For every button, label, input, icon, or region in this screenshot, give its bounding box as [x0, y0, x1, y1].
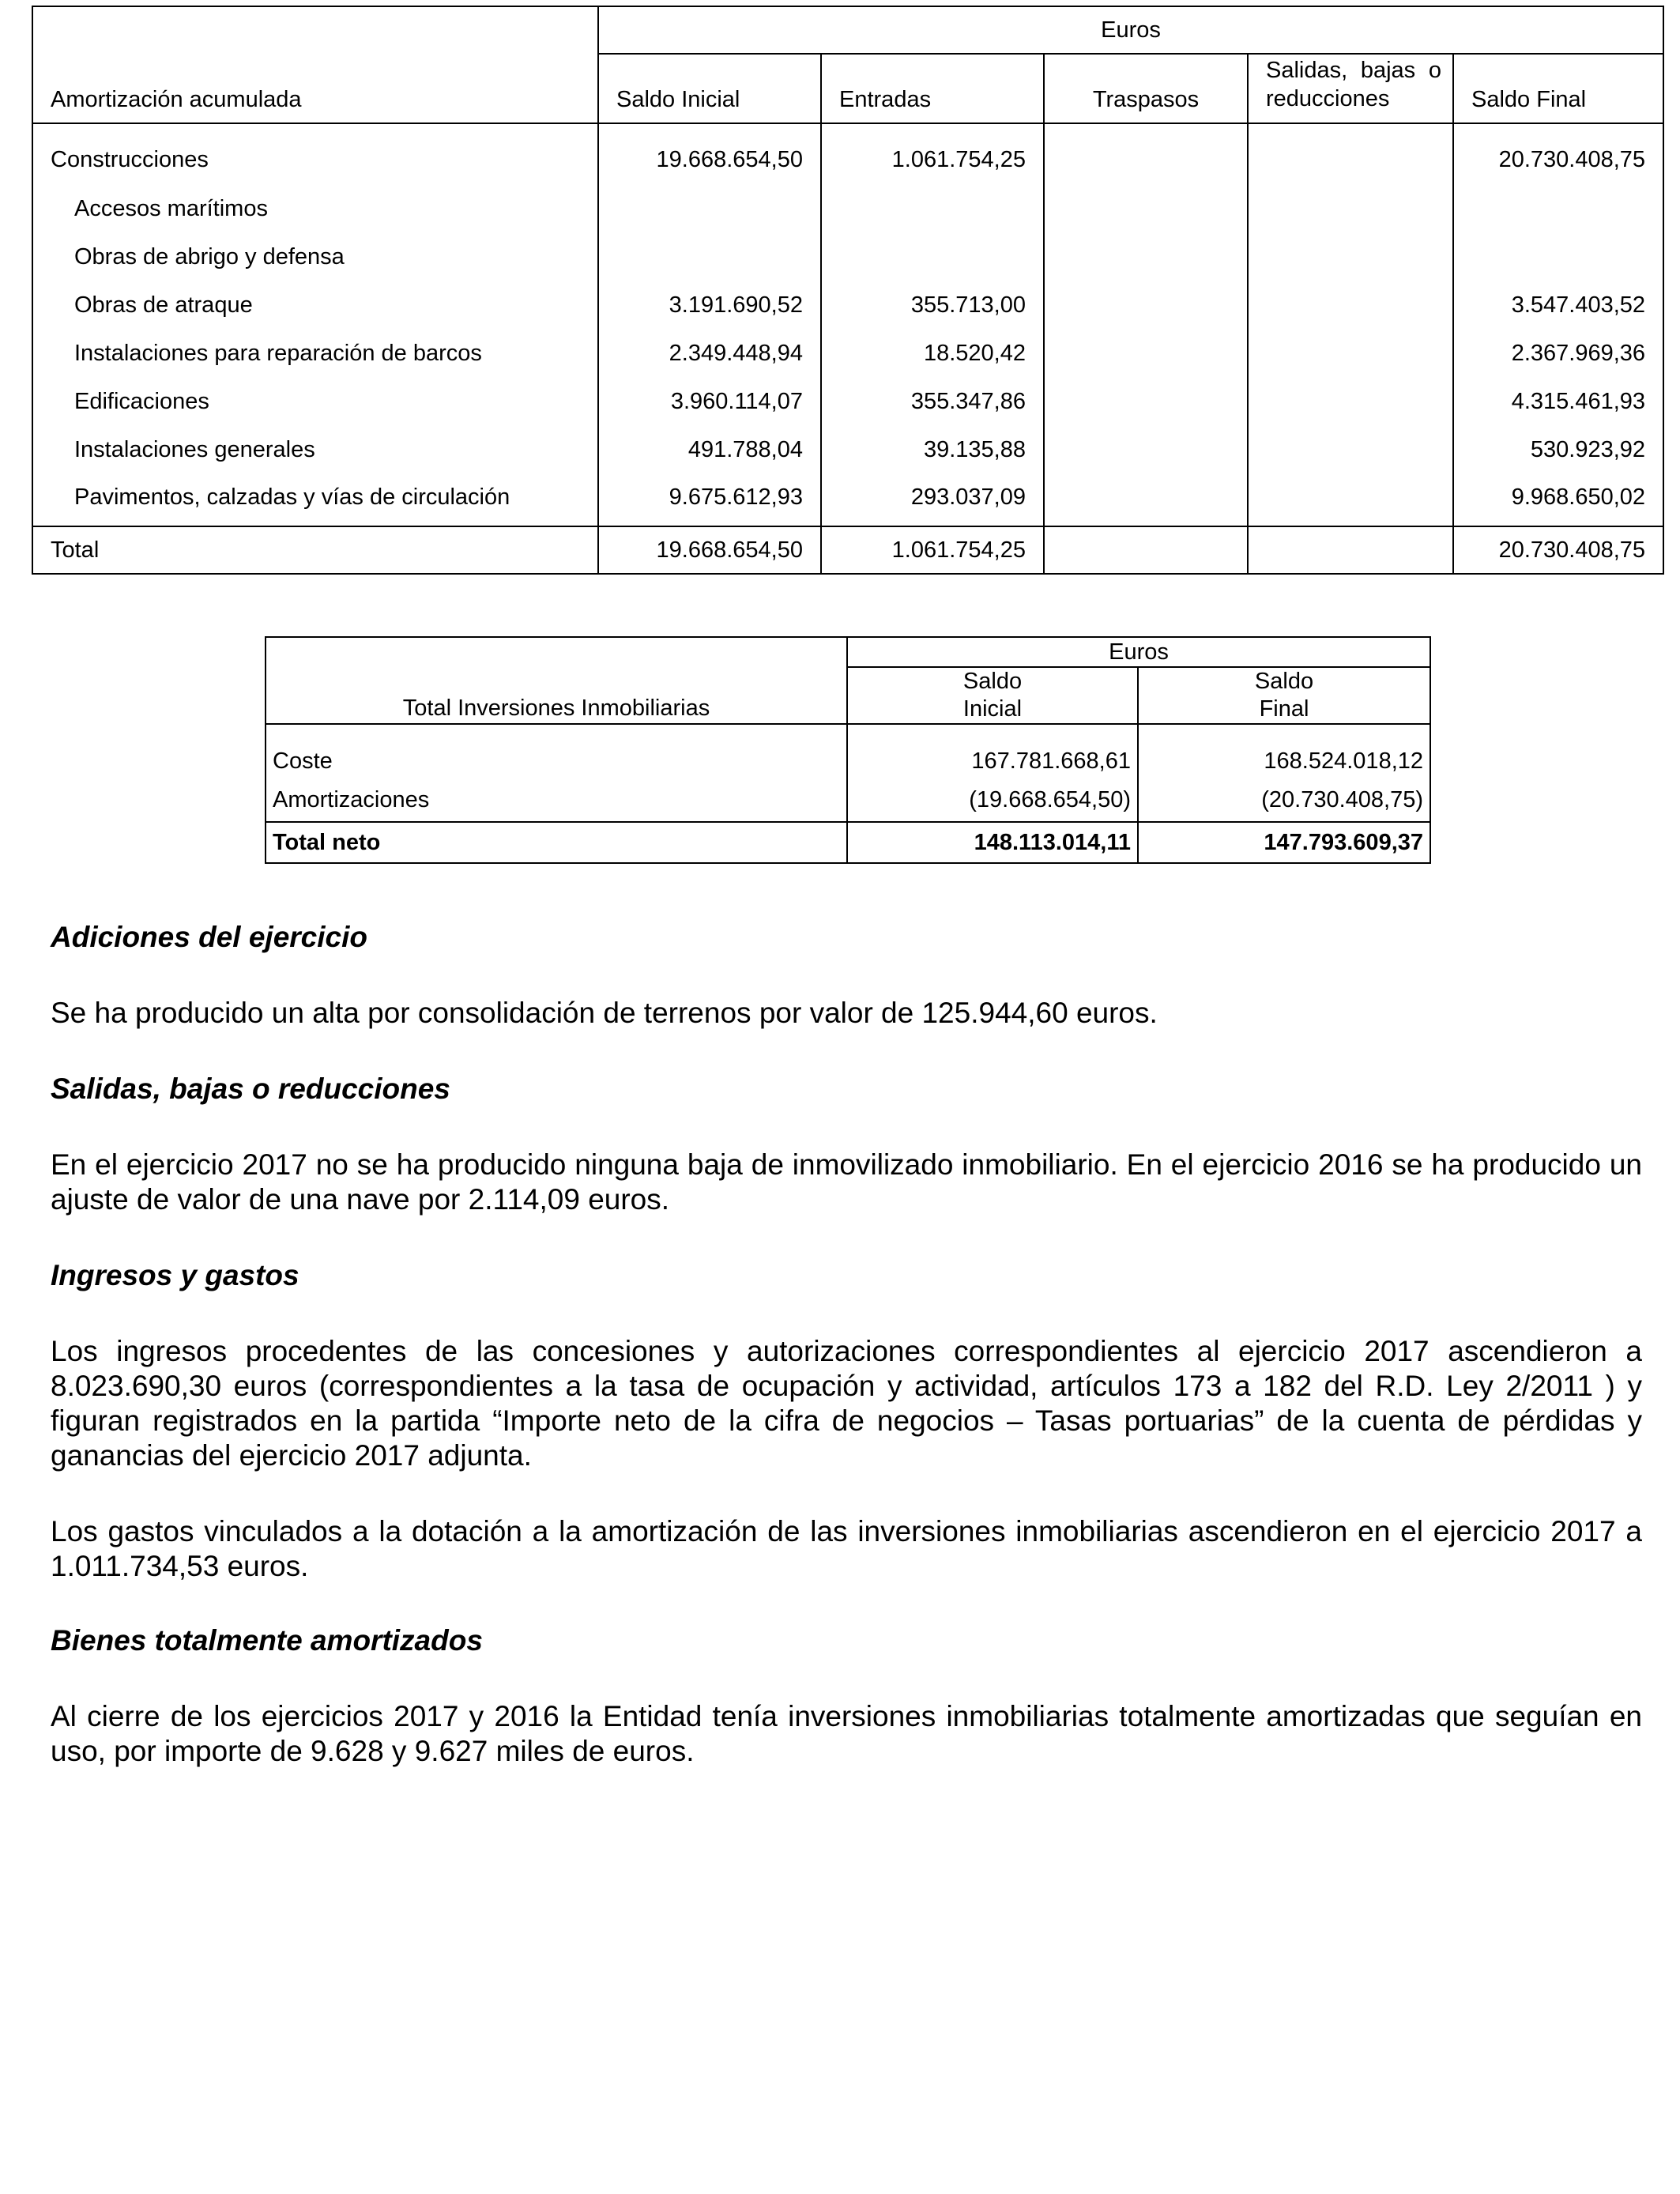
cell-label: Accesos marítimos [32, 185, 598, 233]
col-header-saldo-final [1138, 667, 1430, 724]
table-row [32, 474, 1663, 526]
cell-label: Amortizaciones [266, 779, 847, 822]
row-header: Amortización acumulada [32, 6, 598, 123]
cell-value [1044, 123, 1248, 185]
cell-label: Instalaciones generales [32, 426, 598, 474]
cell-label: Edificaciones [32, 378, 598, 426]
cell-value: 168.524.018,12 [1138, 724, 1430, 779]
group-header: Euros [847, 637, 1430, 667]
col-header: Traspasos [1044, 54, 1248, 123]
cell-value: 2.349.448,94 [598, 330, 821, 378]
cell-value [1453, 185, 1663, 233]
cell-value [598, 185, 821, 233]
cell-value [1248, 526, 1453, 574]
col-header-saldo-inicial [847, 667, 1138, 724]
table-row [32, 185, 1663, 233]
cell-value: 3.191.690,52 [598, 281, 821, 330]
cell-value: 148.113.014,11 [847, 822, 1138, 863]
cell-value [1044, 185, 1248, 233]
cell-label: Instalaciones para reparación de barcos [32, 330, 598, 378]
cell-value: 20.730.408,75 [1453, 526, 1663, 574]
col-header: Salidas, bajas o reducciones [1248, 54, 1453, 123]
paragraph: Los gastos vinculados a la dotación a la amortización de las inversiones inmobiliarias ascendieron en el ejercicio 2017 a 1.011.734,53 euros. [51, 1515, 1642, 1582]
cell-label: Construcciones [32, 123, 598, 185]
cell-value: 19.668.654,50 [598, 526, 821, 574]
cell-value: 19.668.654,50 [598, 123, 821, 185]
cell-value: 491.788,04 [598, 426, 821, 474]
cell-value [598, 233, 821, 281]
cell-value: 1.061.754,25 [821, 526, 1044, 574]
cell-value [1044, 233, 1248, 281]
col-header-line: Saldo [962, 669, 1023, 694]
cell-label: Total [32, 526, 598, 574]
cell-value: 20.730.408,75 [1453, 123, 1663, 185]
cell-value: 3.960.114,07 [598, 378, 821, 426]
cell-value: 355.713,00 [821, 281, 1044, 330]
cell-value: 167.781.668,61 [847, 724, 1138, 779]
cell-value [1044, 281, 1248, 330]
row-header: Total Inversiones Inmobiliarias [266, 637, 847, 724]
total-row [266, 822, 1430, 863]
col-header: Entradas [821, 54, 1044, 123]
cell-value [1248, 281, 1453, 330]
table-row [32, 426, 1663, 474]
table-row [32, 233, 1663, 281]
cell-value [1248, 330, 1453, 378]
section-heading: Adiciones del ejercicio [51, 921, 367, 953]
cell-value [1044, 330, 1248, 378]
table-row [32, 281, 1663, 330]
cell-label: Obras de atraque [32, 281, 598, 330]
cell-value: 9.968.650,02 [1453, 474, 1663, 526]
cell-value [1248, 474, 1453, 526]
cell-value [821, 233, 1044, 281]
cell-value [1044, 378, 1248, 426]
paragraph: Se ha producido un alta por consolidación de terrenos por valor de 125.944,60 euros. [51, 997, 1158, 1029]
table-row [266, 724, 1430, 779]
cell-value: (19.668.654,50) [847, 779, 1138, 822]
total-row [32, 526, 1663, 574]
table-row [266, 779, 1430, 822]
col-header: Saldo Inicial [598, 54, 821, 123]
cell-value [1248, 185, 1453, 233]
cell-value: 293.037,09 [821, 474, 1044, 526]
cell-label: Total neto [266, 822, 847, 863]
table-row [32, 378, 1663, 426]
cell-value [1044, 426, 1248, 474]
cell-value: 4.315.461,93 [1453, 378, 1663, 426]
col-header-line: Final [1259, 696, 1309, 722]
cell-value: 355.347,86 [821, 378, 1044, 426]
table-row [32, 330, 1663, 378]
paragraph: Los ingresos procedentes de las concesiones y autorizaciones correspondientes al ejercicio 2017 ascendieron a 8.023.690,30 euros (correspondientes a la tasa de ocupación y actividad, artículos 173 a 182 del R.D. Ley 2/2011 ) y figuran registrados en la partida “Importe neto de la cifra de negocios – Tasas portuarias” de la cuenta de pérdidas y ganancias del ejercicio 2017 adjunta. [51, 1335, 1642, 1472]
total-inversiones-table [265, 636, 1431, 864]
paragraph: Al cierre de los ejercicios 2017 y 2016 la Entidad tenía inversiones inmobiliarias totalmente amortizadas que seguían en uso, por importe de 9.628 y 9.627 miles de euros. [51, 1700, 1642, 1767]
cell-value: 147.793.609,37 [1138, 822, 1430, 863]
cell-value: 9.675.612,93 [598, 474, 821, 526]
cell-label: Pavimentos, calzadas y vías de circulación [32, 474, 598, 526]
cell-value: (20.730.408,75) [1138, 779, 1430, 822]
cell-value: 18.520,42 [821, 330, 1044, 378]
cell-value [1248, 233, 1453, 281]
group-header: Euros [598, 6, 1663, 54]
cell-label: Obras de abrigo y defensa [32, 233, 598, 281]
cell-value [1453, 233, 1663, 281]
cell-value: 39.135,88 [821, 426, 1044, 474]
col-header-line: Inicial [962, 696, 1023, 722]
paragraph: En el ejercicio 2017 no se ha producido ninguna baja de inmovilizado inmobiliario. En el ejercicio 2016 se ha producido un ajuste de valor de una nave por 2.114,09 euros. [51, 1148, 1642, 1216]
cell-value: 3.547.403,52 [1453, 281, 1663, 330]
section-heading: Bienes totalmente amortizados [51, 1624, 483, 1657]
cell-value [1044, 526, 1248, 574]
cell-value [1248, 378, 1453, 426]
cell-value [1248, 426, 1453, 474]
section-heading: Ingresos y gastos [51, 1259, 299, 1291]
cell-value [1044, 474, 1248, 526]
cell-label: Coste [266, 724, 847, 779]
section-heading: Salidas, bajas o reducciones [51, 1072, 450, 1105]
col-header: Saldo Final [1453, 54, 1663, 123]
cell-value: 2.367.969,36 [1453, 330, 1663, 378]
amortizacion-table [32, 6, 1664, 575]
cell-value: 530.923,92 [1453, 426, 1663, 474]
col-header-line: Saldo [1254, 669, 1314, 694]
cell-value [1248, 123, 1453, 185]
section-row [32, 123, 1663, 185]
cell-value [821, 185, 1044, 233]
cell-value: 1.061.754,25 [821, 123, 1044, 185]
